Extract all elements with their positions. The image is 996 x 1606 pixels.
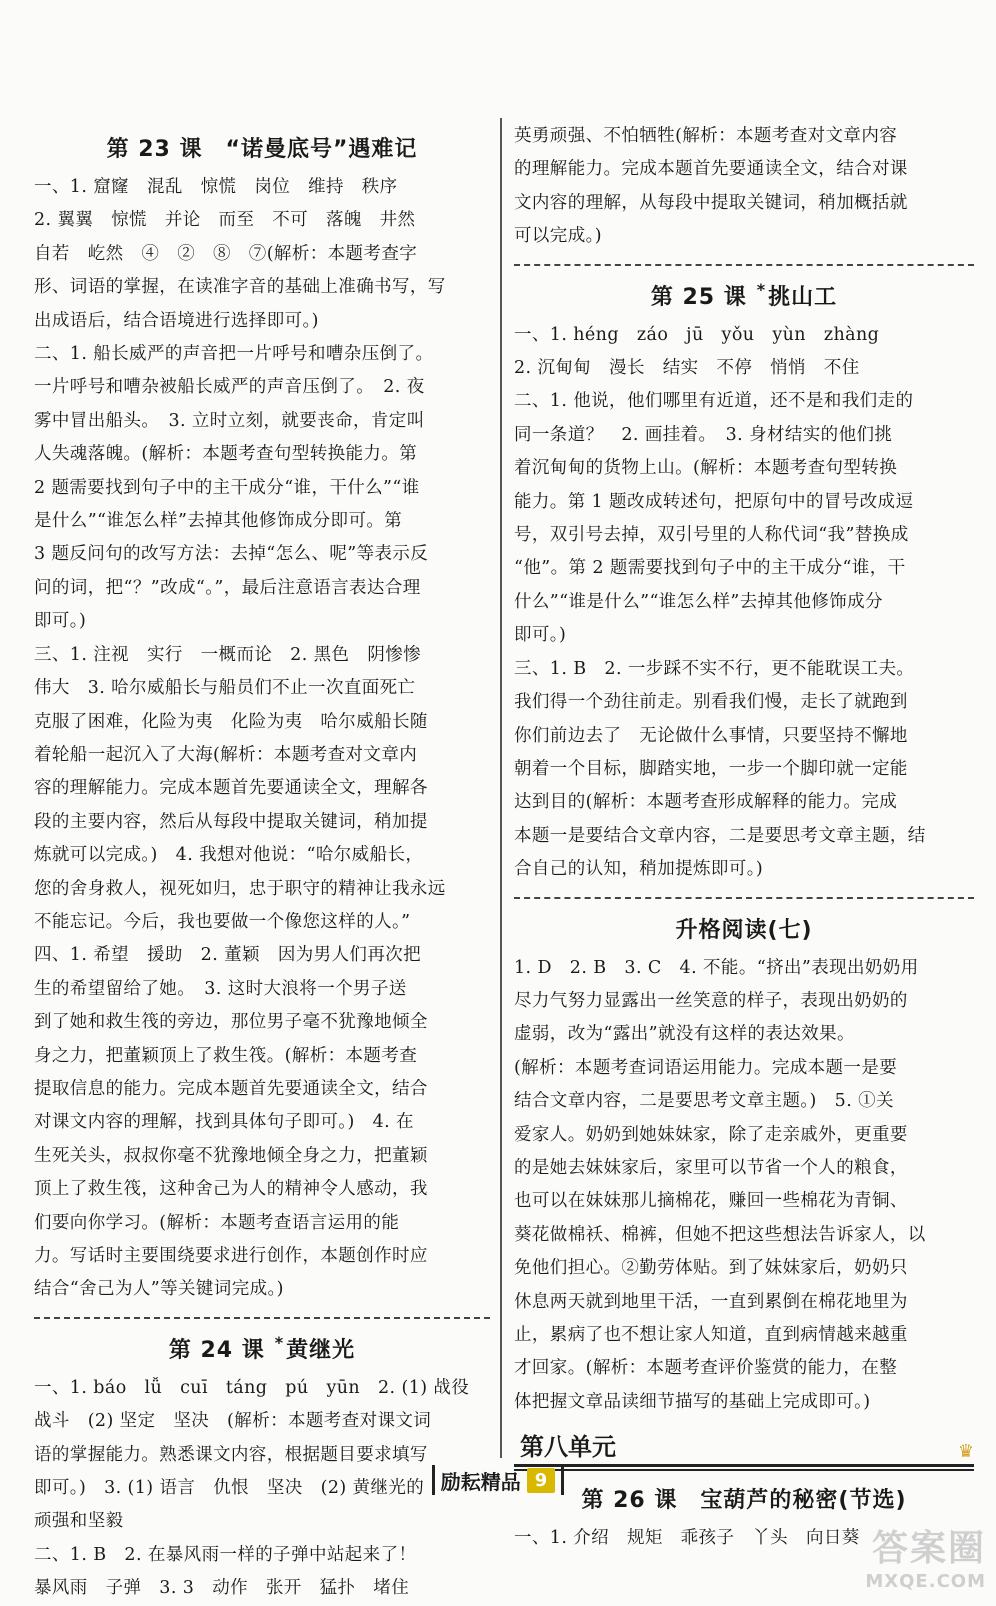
answer-line: 不能忘记。今后，我也要做一个像您这样的人。” [34,911,411,932]
lesson-24-continued [514,120,974,254]
answer-line: 语的掌握能力。熟悉课文内容，根据题目要求填写 [34,1444,428,1465]
footer-bar-right [561,1465,564,1495]
lesson-24-title [34,1333,490,1364]
watermark-url: MXQE.COM [865,1571,986,1592]
answer-line: 一、1. héng záo jū yǒu yùn zhàng [514,324,880,345]
answer-line: 的理解能力。完成本题首先要通读全文，结合对课 [514,159,908,180]
answer-line: 结合文章内容，二是要思考文章主题。) 5. ①关 [514,1091,894,1112]
answer-line: 即可。) 3. (1) 语言 仇恨 坚决 (2) 黄继光的 [34,1478,425,1499]
answer-line: 们要向你学习。(解析：本题考查语言运用的能 [34,1212,400,1233]
answer-line: 我们得一个劲往前走。别看我们慢，走长了就跑到 [514,692,908,713]
answer-line: 号，双引号去掉，双引号里的人称代词“我”替换成 [514,525,909,546]
answer-line: 能力。第 1 题改成转述句，把原句中的冒号改成逗 [514,491,914,512]
lesson-25-body [514,319,974,887]
answer-line: 英勇顽强、不怕牺牲(解析：本题考查对文章内容 [514,126,898,146]
answer-line: 文内容的理解，从每段中提取关键词，稍加概括就 [514,192,908,213]
answer-line: 自若 屹然 ④ ② ⑧ ⑦(解析：本题考查字 [34,243,418,264]
column-divider [500,118,502,1458]
answer-line: 你们前边去了 无论做什么事情，只要坚持不懈地 [514,725,908,746]
lesson-25-title [514,280,974,311]
lesson-24-number: 第 24 课 [168,1337,265,1363]
star-mark: * [756,280,767,300]
brand-name: 励耘精品 [440,1469,521,1494]
footer-bar-left [432,1465,435,1495]
answer-line: 对课文内容的理解，找到具体句子即可。) 4. 在 [34,1112,414,1133]
lesson-26-title: 第 26 课 宝葫芦的秘密(节选) [581,1488,907,1514]
watermark [865,1520,986,1592]
answer-line: 3 题反问句的改写方法：去掉“怎么、呢”等表示反 [34,544,429,565]
answer-line: 着沉甸甸的货物上山。(解析：本题考查句型转换 [514,458,898,479]
answer-line: 顶上了救生筏，这种舍己为人的精神令人感动，我 [34,1179,428,1200]
answer-line: 同一条道？ 2. 画挂着。 3. 身材结实的他们挑 [514,424,893,445]
crown-icon: ♛ [957,1441,974,1463]
answer-line: 二、1. 他说，他们哪里有近道，还不是和我们走的 [514,391,914,412]
answer-line: 体把握文章品读细节描写的基础上完成即可。) [514,1391,871,1412]
lesson-25-number: 第 25 课 [650,284,747,310]
answer-line: (解析：本题考查词语运用能力。完成本题一是要 [514,1057,898,1078]
answer-line: 二、1. 船长威严的声音把一片呼号和嘈杂压倒了。 [34,344,434,365]
reading-7-title: 升格阅读(七) [675,917,813,943]
answer-line: 葵花做棉袄、棉裤，但她不把这些想法告诉家人，以 [514,1224,926,1245]
page-number: 9 [527,1468,556,1493]
answer-line: 2. 沉甸甸 漫长 结实 不停 悄悄 不住 [514,358,860,379]
section-divider [34,1317,490,1319]
answer-line: 也可以在妹妹那儿摘棉花，赚回一些棉花为青铜、 [514,1191,908,1212]
answer-line: 雾中冒出船头。 3. 立时立刻，就要丧命，肯定叫 [34,410,425,431]
answer-line: 您的舍身救人，视死如归，忠于职守的精神让我永远 [34,878,446,899]
answer-line: 爱家人。奶奶到她妹妹家，除了走亲戚外，更重要 [514,1124,908,1145]
section-divider [514,264,974,266]
footer-brand [432,1465,565,1495]
answer-line: 一、1. báo lǚ cuī táng pú yūn 2. (1) 战役 [34,1377,470,1398]
answer-line: 结合“舍己为人”等关键词完成。) [34,1279,284,1300]
left-column [34,118,490,1606]
lesson-24-name: 黄继光 [286,1337,356,1363]
answer-line: 尽力气努力显露出一丝笑意的样子，表现出奶奶的 [514,990,908,1011]
answer-line: 生死关头，叔叔你毫不犹豫地倾全身之力，把董颖 [34,1145,428,1166]
answer-line: “他”。第 2 题需要找到句子中的主干成分“谁，干 [514,558,906,579]
answer-line: 虚弱，改为“露出”就没有这样的表达效果。 [514,1024,855,1045]
answer-line: 三、1. B 2. 一步踩不实不行，更不能耽误工夫。 [514,658,915,679]
section-divider [514,897,974,899]
answer-line: 伟大 3. 哈尔威船长与船员们不止一次直面死亡 [34,678,416,699]
answer-line: 暴风雨 子弹 3. 3 动作 张开 猛扑 堵住 [34,1578,410,1599]
answer-line: 本题一是要结合文章内容，二是要思考文章主题，结 [514,825,926,846]
answer-line: 一片呼号和嘈杂被船长威严的声音压倒了。 2. 夜 [34,377,425,398]
answer-line: 免他们担心。②勤劳体贴。到了妹妹家后，奶奶只 [514,1258,908,1279]
answer-line: 2. 翼翼 惊慌 并论 而至 不可 落魄 井然 [34,210,416,231]
answer-line: 达到目的(解析：本题考查形成解释的能力。完成 [514,792,898,813]
lesson-23-title: 第 23 课 “诺曼底号”遇难记 [106,137,418,162]
answer-line: 的是她去妹妹家后，家里可以节省一个人的粮食， [514,1157,908,1178]
answer-line: 顽强和坚毅 [34,1511,124,1532]
answer-line: 可以完成。) [514,226,602,247]
answer-line: 三、1. 注视 实行 一概而论 2. 黑色 阴惨惨 [34,644,422,665]
reading-7-body [514,952,974,1420]
unit-8-header [514,1427,974,1467]
answer-line: 朝着一个目标，脚踏实地，一步一个脚印就一定能 [514,758,908,779]
answer-line: 止，累病了也不想让家人知道，直到病情越来越重 [514,1325,908,1345]
answer-line: 着轮船一起沉入了大海(解析：本题考查对文章内 [34,744,418,765]
answer-line: 休息两天就到地里干活，一直到累倒在棉花地里为 [514,1291,908,1312]
answer-line: 是什么”“谁怎么样”去掉其他修饰成分即可。第 [34,511,403,532]
answer-line: 身之力，把董颖顶上了救生筏。(解析：本题考查 [34,1045,418,1066]
answer-line: 到了她和救生筏的旁边，那位男子毫不犹豫地倾全 [34,1012,428,1033]
answer-line: 2 题需要找到句子中的主干成分“谁，干什么”“谁 [34,477,420,498]
lesson-23-body [34,171,490,1307]
answer-line: 炼就可以完成。) 4. 我想对他说：“哈尔威船长， [34,845,424,866]
answer-line: 人失魂落魄。(解析：本题考查句型转换能力。第 [34,444,418,465]
right-column [514,120,974,1556]
answer-line: 合自己的认知，稍加提炼即可。) [514,859,764,880]
lesson-25-name: 挑山工 [768,284,838,310]
answer-line: 一、1. 窟窿 混乱 惊慌 岗位 维持 秩序 [34,177,398,197]
answer-line: 即可。) [34,611,87,632]
unit-8-title: 第八单元 [520,1433,616,1462]
answer-line: 容的理解能力。完成本题首先要通读全文，理解各 [34,778,428,799]
answer-line: 力。写话时主要围绕要求进行创作，本题创作时应 [34,1246,428,1266]
answer-line: 形、词语的掌握，在读准字音的基础上准确书写，写 [34,277,446,298]
answer-line: 问的词，把“？”改成“。”，最后注意语言表达合理 [34,577,421,598]
answer-line: 出成语后，结合语境进行选择即可。) [34,310,319,331]
answer-line: 什么”“谁是什么”“谁怎么样”去掉其他修饰成分 [514,591,883,612]
answer-line: 克服了困难，化险为夷 化险为夷 哈尔威船长随 [34,711,428,732]
answer-line: 生的希望留给了她。 3. 这时大浪将一个男子送 [34,978,407,999]
answer-line: 段的主要内容，然后从每段中提取关键词，稍加提 [34,811,428,832]
answer-line: 提取信息的能力。完成本题首先要通读全文，结合 [34,1078,428,1099]
star-mark: * [274,1333,285,1353]
answer-line: 一、1. 介绍 规矩 乖孩子 丫头 向日葵 [514,1528,860,1549]
answer-line: 即可。) [514,625,567,646]
answer-line: 四、1. 希望 援助 2. 董颖 因为男人们再次把 [34,945,422,966]
page-footer [0,1465,996,1499]
answer-line: 战斗 (2) 坚定 坚决 (解析：本题考查对课文词 [34,1411,432,1432]
watermark-logo-text: 答案圈 [871,1528,986,1569]
answer-line: 1. D 2. B 3. C 4. 不能。“挤出”表现出奶奶用 [514,957,919,978]
answer-line: 二、1. B 2. 在暴风雨一样的子弹中站起来了！ [34,1544,417,1565]
answer-line: 才回家。(解析：本题考查评价鉴赏的能力，在整 [514,1358,898,1379]
